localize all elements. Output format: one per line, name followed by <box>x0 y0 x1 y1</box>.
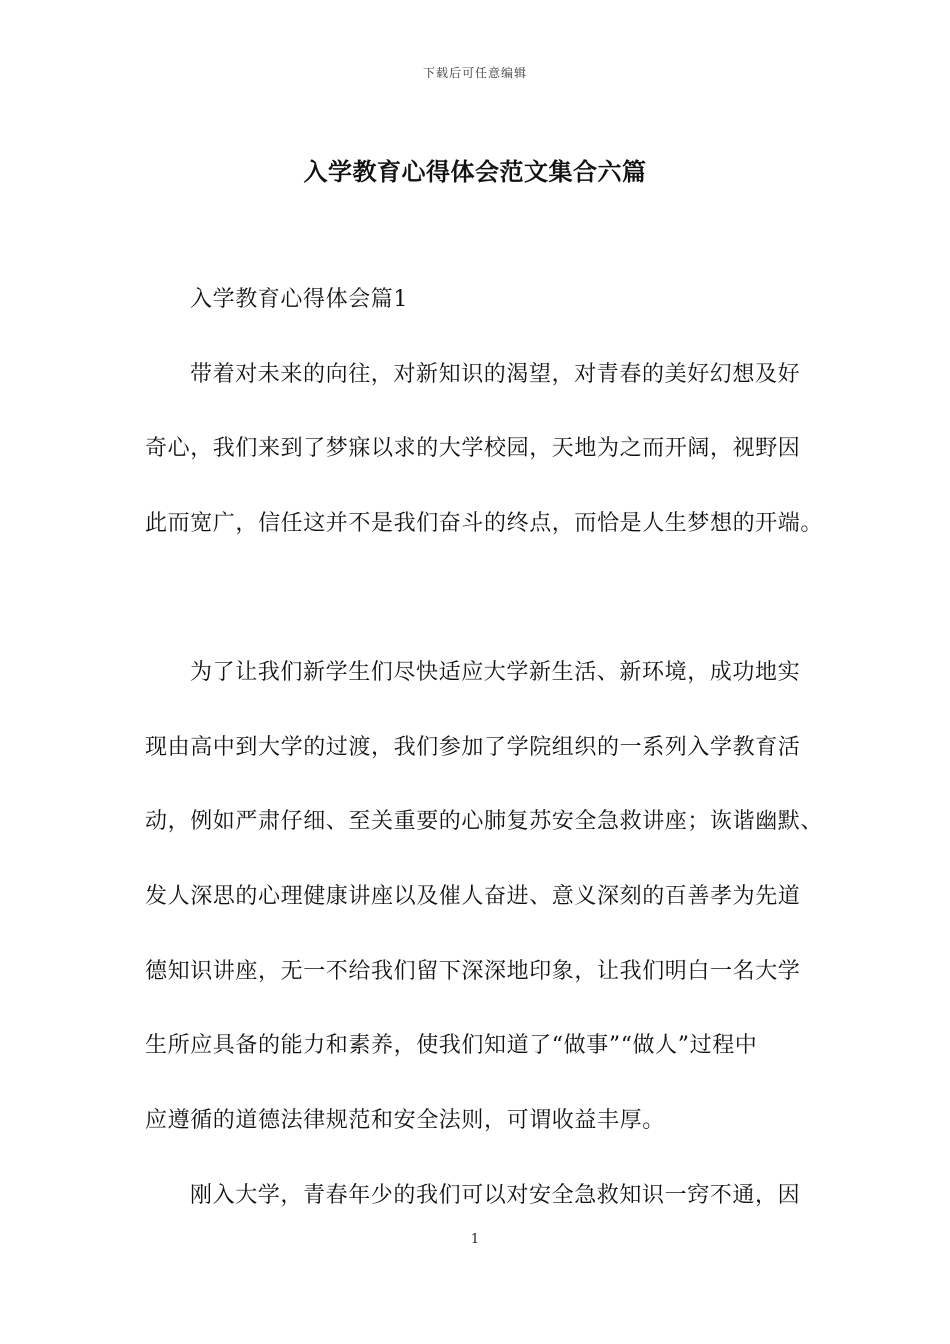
paragraph-line: 为了让我们新学生们尽快适应大学新生活、新环境，成功地实 <box>190 660 801 685</box>
paragraph-line: 此而宽广，信任这并不是我们奋斗的终点，而恰是人生梦想的开端。 <box>145 511 824 536</box>
paragraph-line: 生所应具备的能力和素养，使我们知道了“做事”“做人”过程中 <box>145 1033 758 1058</box>
paragraph-line: 奇心，我们来到了梦寐以求的大学校园，天地为之而开阔，视野因 <box>145 436 801 461</box>
document-title: 入学教育心得体会范文集合六篇 <box>303 157 647 186</box>
page-number: 1 <box>470 1232 480 1247</box>
paragraph-line: 动，例如严肃仔细、至关重要的心肺复苏安全急救讲座；诙谐幽默、 <box>145 809 824 834</box>
paragraph-line: 带着对未来的向往，对新知识的渴望，对青春的美好幻想及好 <box>190 362 801 387</box>
paragraph-line: 刚入大学，青春年少的我们可以对安全急救知识一窍不通，因 <box>190 1183 801 1208</box>
header-note: 下载后可任意编辑 <box>422 66 527 80</box>
paragraph-line: 现由高中到大学的过渡，我们参加了学院组织的一系列入学教育活 <box>145 735 801 760</box>
paragraph-line: 应遵循的道德法律规范和安全法则，可谓收益丰厚。 <box>145 1108 665 1133</box>
paragraph-line: 发人深思的心理健康讲座以及催人奋进、意义深刻的百善孝为先道 <box>145 884 801 909</box>
paragraph-line: 德知识讲座，无一不给我们留下深深地印象，让我们明白一名大学 <box>145 959 801 984</box>
section-heading: 入学教育心得体会篇1 <box>190 287 408 312</box>
